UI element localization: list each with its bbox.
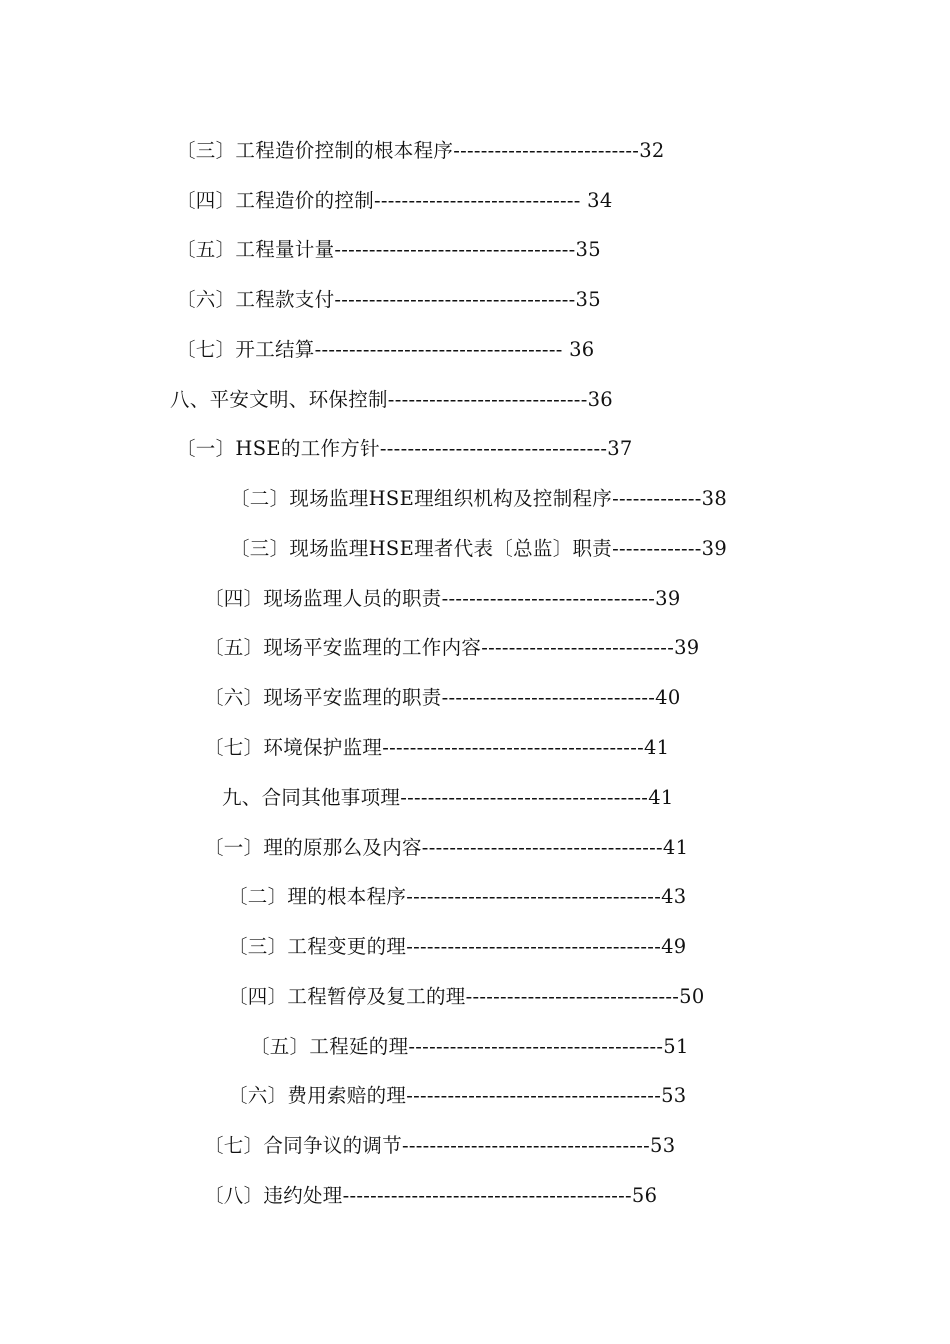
toc-entry: 〔六〕费用索赔的理-------------------------------------53: [228, 1084, 687, 1107]
toc-entry: 〔七〕合同争议的调节------------------------------------53: [204, 1134, 676, 1157]
toc-entry: 〔六〕现场平安监理的职责-------------------------------40: [204, 686, 681, 709]
toc-entry: 〔四〕工程暂停及复工的理-------------------------------50: [228, 985, 705, 1008]
toc-entry: 〔五〕现场平安监理的工作内容----------------------------39: [204, 636, 700, 659]
toc-entry: 〔八〕违约处理------------------------------------------56: [204, 1184, 658, 1207]
toc-entry: 〔七〕环境保护监理--------------------------------------41: [204, 736, 670, 759]
toc-entry: 八、平安文明、环保控制-----------------------------36: [170, 388, 613, 411]
toc-entry: 〔二〕理的根本程序-------------------------------------43: [228, 885, 687, 908]
toc-entry: 〔六〕工程款支付-----------------------------------35: [176, 288, 601, 311]
toc-entry: 〔四〕现场监理人员的职责-------------------------------39: [204, 587, 681, 610]
toc-entry: 〔七〕开工结算------------------------------------ 36: [176, 338, 595, 361]
toc-entry: 〔五〕工程延的理-------------------------------------51: [250, 1035, 689, 1058]
toc-entry: 〔一〕HSE的工作方针---------------------------------37: [176, 437, 633, 460]
toc-entry: 〔三〕工程造价控制的根本程序---------------------------32: [176, 139, 665, 162]
toc-entry: 〔一〕理的原那么及内容-----------------------------------41: [204, 836, 689, 859]
toc-entry: 〔四〕工程造价的控制------------------------------ 34: [176, 189, 613, 212]
toc-entry: 〔三〕工程变更的理-------------------------------------49: [228, 935, 687, 958]
toc-entry: 〔二〕现场监理HSE理组织机构及控制程序-------------38: [230, 487, 728, 510]
toc-entry: 〔三〕现场监理HSE理者代表〔总监〕职责-------------39: [230, 537, 728, 560]
toc-entry: 〔五〕工程量计量-----------------------------------35: [176, 238, 601, 261]
toc-entry: 九、合同其他事项理------------------------------------41: [222, 786, 674, 809]
